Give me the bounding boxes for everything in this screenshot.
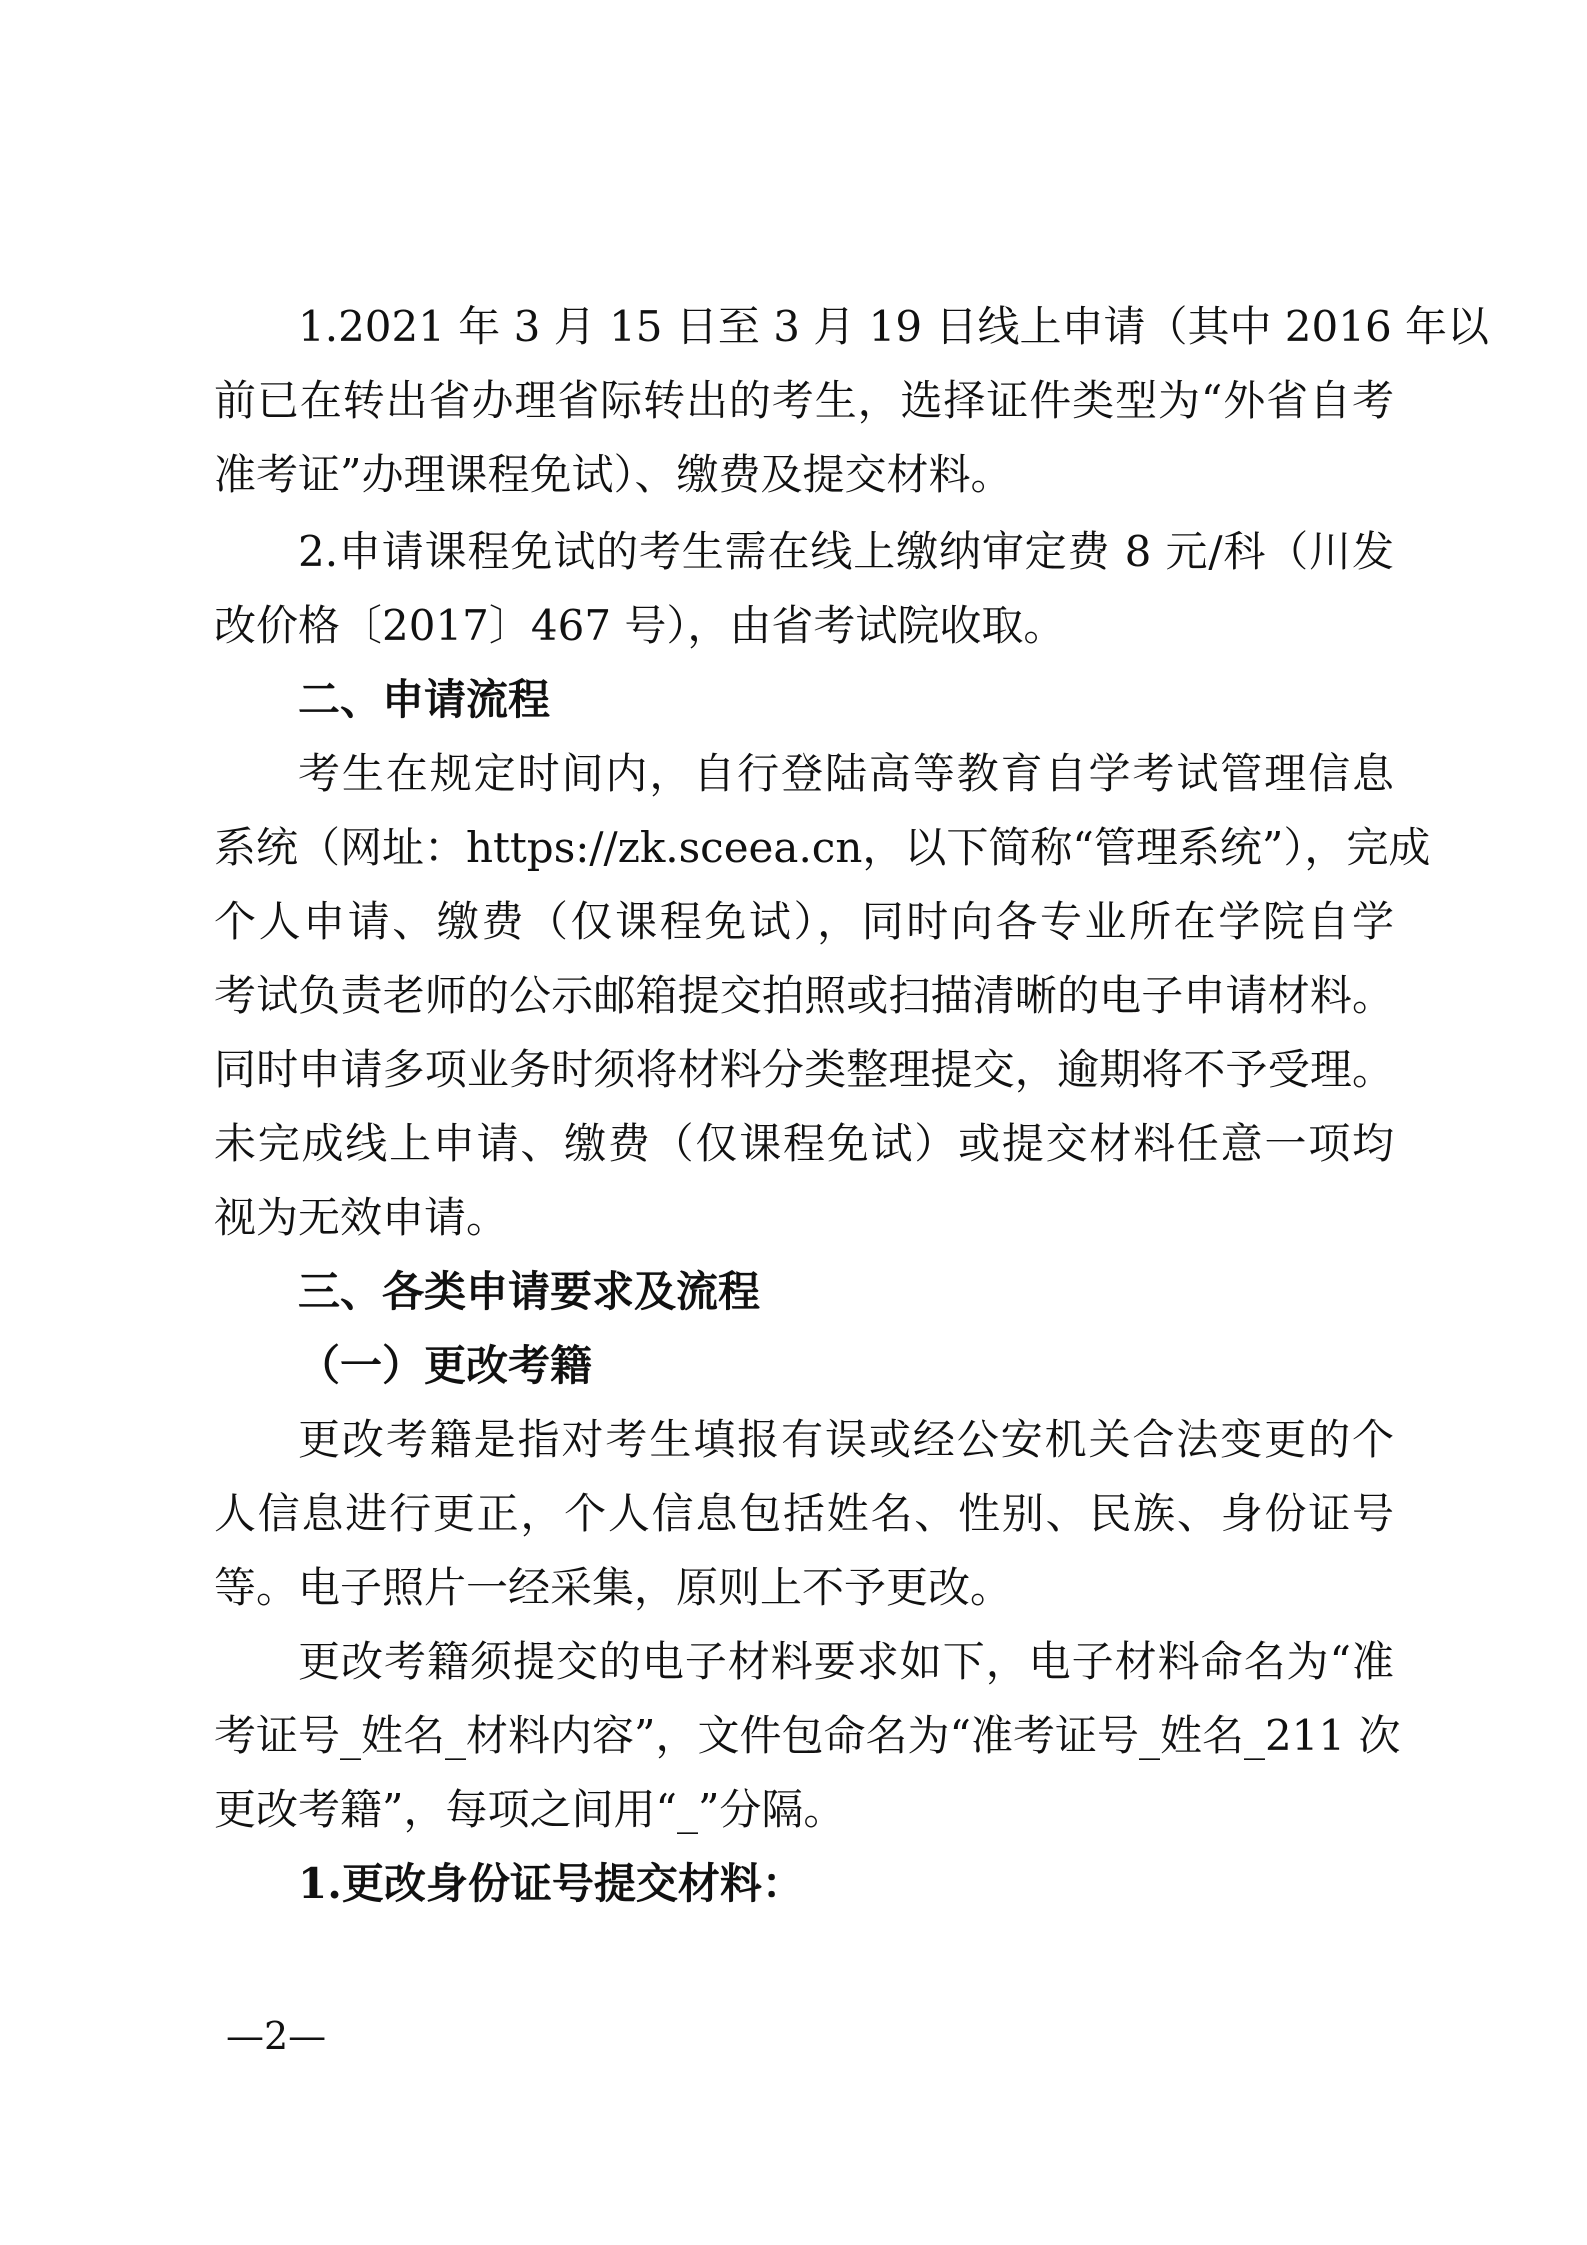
paragraph-line: 系统（网址：https://zk.sceea.cn，以下简称“管理系统”），完成 — [214, 823, 1431, 872]
paragraph-line: 同时申请多项业务时须将材料分类整理提交，逾期将不予受理。 — [214, 1045, 1394, 1094]
paragraph-line: 改价格〔2017〕467 号），由省考试院收取。 — [214, 601, 1066, 650]
subsection-heading: （一）更改考籍 — [298, 1341, 593, 1390]
section-heading: 三、各类申请要求及流程 — [298, 1267, 761, 1316]
paragraph-line: 视为无效申请。 — [214, 1193, 509, 1242]
paragraph-line: 准考证”办理课程免试）、缴费及提交材料。 — [214, 450, 1013, 499]
paragraph-line: 前已在转出省办理省际转出的考生，选择证件类型为“外省自考 — [214, 376, 1394, 425]
paragraph-line: 更改考籍是指对考生填报有误或经公安机关合法变更的个 — [298, 1415, 1394, 1464]
paragraph-line: 更改考籍须提交的电子材料要求如下，电子材料命名为“准 — [298, 1637, 1394, 1686]
paragraph-line: 考证号_姓名_材料内容”，文件包命名为“准考证号_姓名_211 次 — [214, 1711, 1401, 1760]
paragraph-line: 未完成线上申请、缴费（仅课程免试）或提交材料任意一项均 — [214, 1119, 1394, 1168]
page-number: —2— — [226, 2014, 327, 2058]
paragraph-line: 个人申请、缴费（仅课程免试），同时向各专业所在学院自学 — [214, 897, 1394, 946]
paragraph-line: 等。电子照片一经采集，原则上不予更改。 — [214, 1563, 1013, 1612]
paragraph-line: 考试负责老师的公示邮箱提交拍照或扫描清晰的电子申请材料。 — [214, 971, 1394, 1020]
list-heading: 1.更改身份证号提交材料： — [298, 1859, 804, 1908]
paragraph-line: 2.申请课程免试的考生需在线上缴纳审定费 8 元/科（川发 — [298, 527, 1394, 576]
paragraph-line: 更改考籍”，每项之间用“_”分隔。 — [214, 1785, 846, 1834]
section-heading: 二、申请流程 — [298, 675, 551, 724]
paragraph-line: 1.2021 年 3 月 15 日至 3 月 19 日线上申请（其中 2016 年以 — [298, 302, 1490, 351]
paragraph-line: 人信息进行更正，个人信息包括姓名、性别、民族、身份证号 — [214, 1489, 1394, 1538]
paragraph-line: 考生在规定时间内，自行登陆高等教育自学考试管理信息 — [298, 749, 1394, 798]
